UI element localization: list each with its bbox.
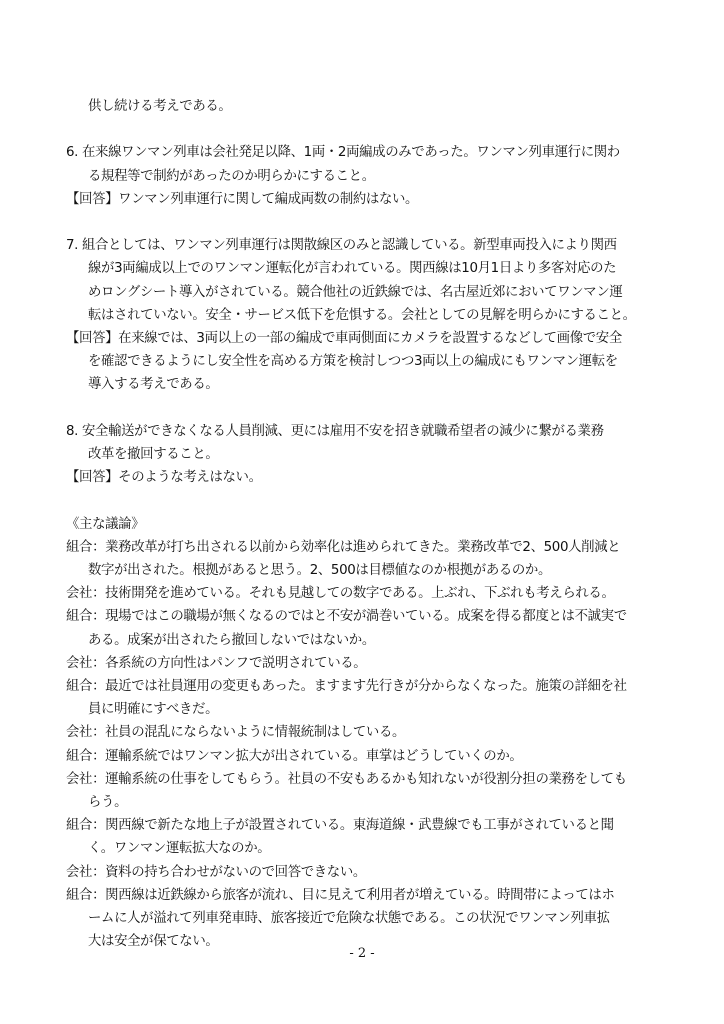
text-line: を確認できるようにし安全性を高める方策を検討しつつ3両以上の編成にもワンマン運転を [88, 354, 618, 370]
discussion-line: らう。 [88, 795, 128, 811]
discussion-line: 会社：技術開発を進めている。それも見越しての数字である。上ぶれ、下ぶれも考えられる。 [66, 586, 615, 602]
text-line: る規程等で制約があったのか明らかにすること。 [88, 168, 375, 184]
text-line: 供し続ける考えである。 [88, 99, 232, 114]
discussion-line: 組合：業務改革が打ち出される以前から効率化は進められてきた。業務改革で2、500人削減と [66, 539, 621, 555]
text-line: めロングシート導入がされている。競合他社の近鉄線では、名古屋近郊においてワンマン運 [88, 284, 623, 300]
discussion-line: ある。成案が出されたら撤回しないではないか。 [88, 632, 375, 648]
item-7-heading: 7. 組合としては、ワンマン列車運行は関散線区のみと認識している。新型車両投入により関西 [66, 238, 617, 254]
item-6-heading: 6. 在来線ワンマン列車は会社発足以降、1両・2両編成のみであった。ワンマン列車運行に関わ [66, 145, 620, 161]
blank-line [66, 489, 686, 512]
discussion-line: 会社：運輸系統の仕事をしてもらう。社員の不安もあるかも知れないが役割分担の業務をしても [66, 771, 627, 787]
discussion-line: 組合：関西線で新たな地上子が設置されている。東海道線・武豊線でも工事がされていると聞 [66, 818, 614, 834]
text-line: 改革を撤回すること。 [88, 447, 219, 462]
discussion-line: 大は安全が保てない。 [88, 934, 219, 950]
blank-line [66, 397, 686, 420]
discussion-line: 会社：各系統の方向性はパンフで説明されている。 [66, 655, 367, 671]
text-line: 線が3両編成以上でのワンマン運転化が言われている。関西線は10月1日より多客対応のた [88, 261, 617, 277]
text-line: 導入する考えである。 [88, 377, 219, 393]
discussion-line: 組合：関西線は近鉄線から旅客が流れ、目に見えて利用者が増えている。時間帯によってはホ [66, 887, 615, 903]
text-line: 転はされていない。安全・サービス低下を危惧する。会社としての見解を明らかにすること。 [88, 307, 636, 323]
discussion-line: 組合：現場ではこの職場が無くなるのではと不安が渦巻いている。成案を得る都度とは不誠実で [66, 609, 627, 625]
discussion-line: 数字が出された。根拠があると思う。2、500は目標値なのか根拠があるのか。 [88, 563, 552, 578]
discussion-line: 会社：社員の混乱にならないように情報統制はしている。 [66, 725, 406, 741]
discussion-line: く。ワンマン運転拡大なのか。 [88, 841, 271, 857]
blank-line [66, 118, 686, 141]
answer-6: 【回答】ワンマン列車運行に関して編成両数の制約はない。 [66, 191, 419, 207]
page-number: - 2 - [349, 946, 375, 961]
discussion-line: ームに人が溢れて列車発車時、旅客接近で危険な状態である。この状況でワンマン列車拡 [88, 911, 610, 927]
answer-8: 【回答】そのような考えはない。 [66, 470, 262, 486]
discussion-line: 組合：運輸系統ではワンマン拡大が出されている。車掌はどうしていくのか。 [66, 748, 523, 764]
discussion-heading: 《主な議論》 [66, 516, 145, 532]
document-body [66, 95, 686, 953]
blank-line [66, 211, 686, 234]
discussion-line: 会社：資料の持ち合わせがないので回答できない。 [66, 864, 366, 880]
discussion-line: 組合：最近では社員運用の変更もあった。ますます先行きが分からなくなった。施策の詳細を社 [66, 679, 627, 695]
item-8-heading: 8. 安全輸送ができなくなる人員削減、更には雇用不安を招き就職希望者の減少に繋がる業務 [66, 423, 604, 439]
discussion-line: 員に明確にすべきだ。 [88, 702, 219, 718]
answer-7: 【回答】在来線では、3両以上の一部の編成で車両側面にカメラを設置するなどして画像で安全 [66, 331, 622, 346]
